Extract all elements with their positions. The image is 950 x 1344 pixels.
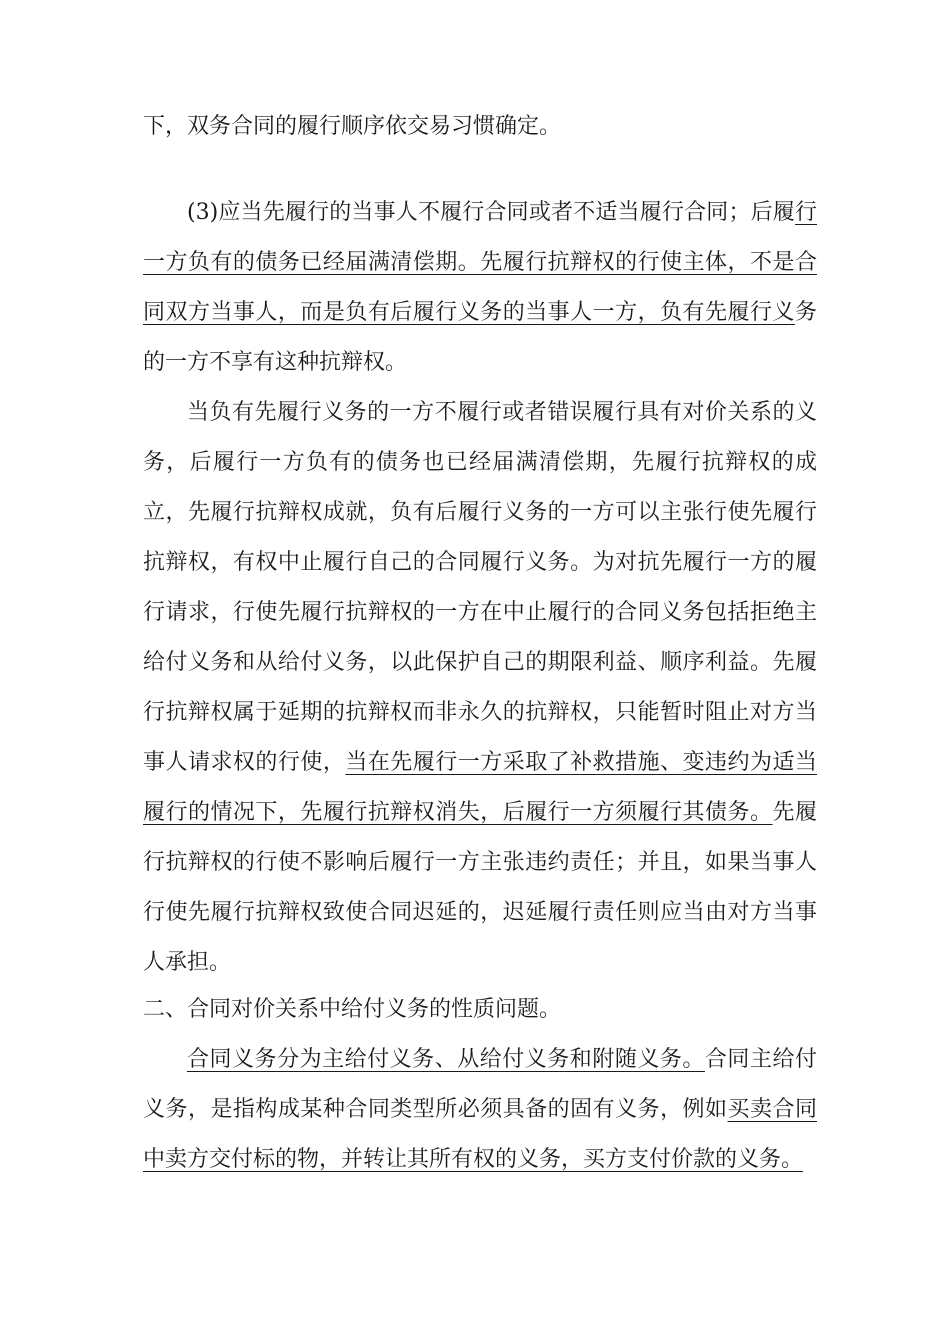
paragraph-4-sentence-3: 先履行抗辩权的行使不影响后履行一方主张违约责任；并且，如果当事人行使先履行抗辩权致使合同迟延的，迟延履行责任则应当由对方当事人承担。	[143, 800, 817, 975]
paragraph-4-underlined: 当在先履行一方采取了补救措施、变违约为适当履行的情况下，先履行抗辩权消失，后履行一方须履行其债务。	[143, 750, 817, 825]
paragraph-3-text	[143, 188, 817, 388]
intro-line-text: 下，双务合同的履行顺序依交易习惯确定。	[143, 114, 562, 139]
paragraph-3-sentence-1: (3)应当先履行的当事人不履行合同或者不适当履行合同；后履	[187, 200, 795, 225]
paragraph-4-text	[143, 388, 817, 988]
paragraph-4-sentence-1: 当负有先履行义务的一方不履行或者错误履行具有对价关系的义务，后履行一方负有的债务也已经届满清偿期，先履行抗辩权的成立，先履行抗辩权成就，负有后履行义务的一方可以主张行使先履行抗辩权，有权中止履行自己的合同履行义务。为对抗先履行一方的履行请求，行使先履行抗辩权的一方在中止履行的合同义务包括拒绝主给付义务和从给付义务，以此保护自己的期限利益、顺序利益。先履行抗辩权属于延期的抗辩权而非永久的抗辩权，只能暂时阻止对方当事人请求权的行使，	[143, 400, 817, 775]
paragraph-5-underlined-1: 合同义务分为主给付义务、从给付义务和附随义务。	[187, 1047, 705, 1072]
section-heading-two-text: 二、合同对价关系中给付义务的性质问题。	[143, 997, 562, 1022]
paragraph-5-sentence-2: 合同主给付义务，是指构成某种合同类型所必须具备的固有义务，例如	[143, 1047, 817, 1122]
paragraph-5-underlined-2: 买卖合同中卖方交付标的物，并转让其所有权的义务，买方支付价款的义务。	[143, 1097, 817, 1172]
paragraph-3-underlined: 行一方负有的债务已经届满清偿期。先履行抗辩权的行使主体，不是合同双方当事人，而是负有后履行义务的当事人一方，负有先履行义	[143, 200, 817, 325]
paragraph-3-sentence-3: 务的一方不享有这种抗辩权。	[143, 300, 817, 375]
intro-line	[143, 102, 817, 152]
intro-continuation	[143, 102, 817, 152]
section-heading-two	[143, 985, 817, 1035]
paragraph-3	[143, 188, 817, 388]
paragraph-5	[143, 1035, 817, 1185]
paragraph-4	[143, 388, 817, 988]
paragraph-5-text	[143, 1035, 817, 1185]
